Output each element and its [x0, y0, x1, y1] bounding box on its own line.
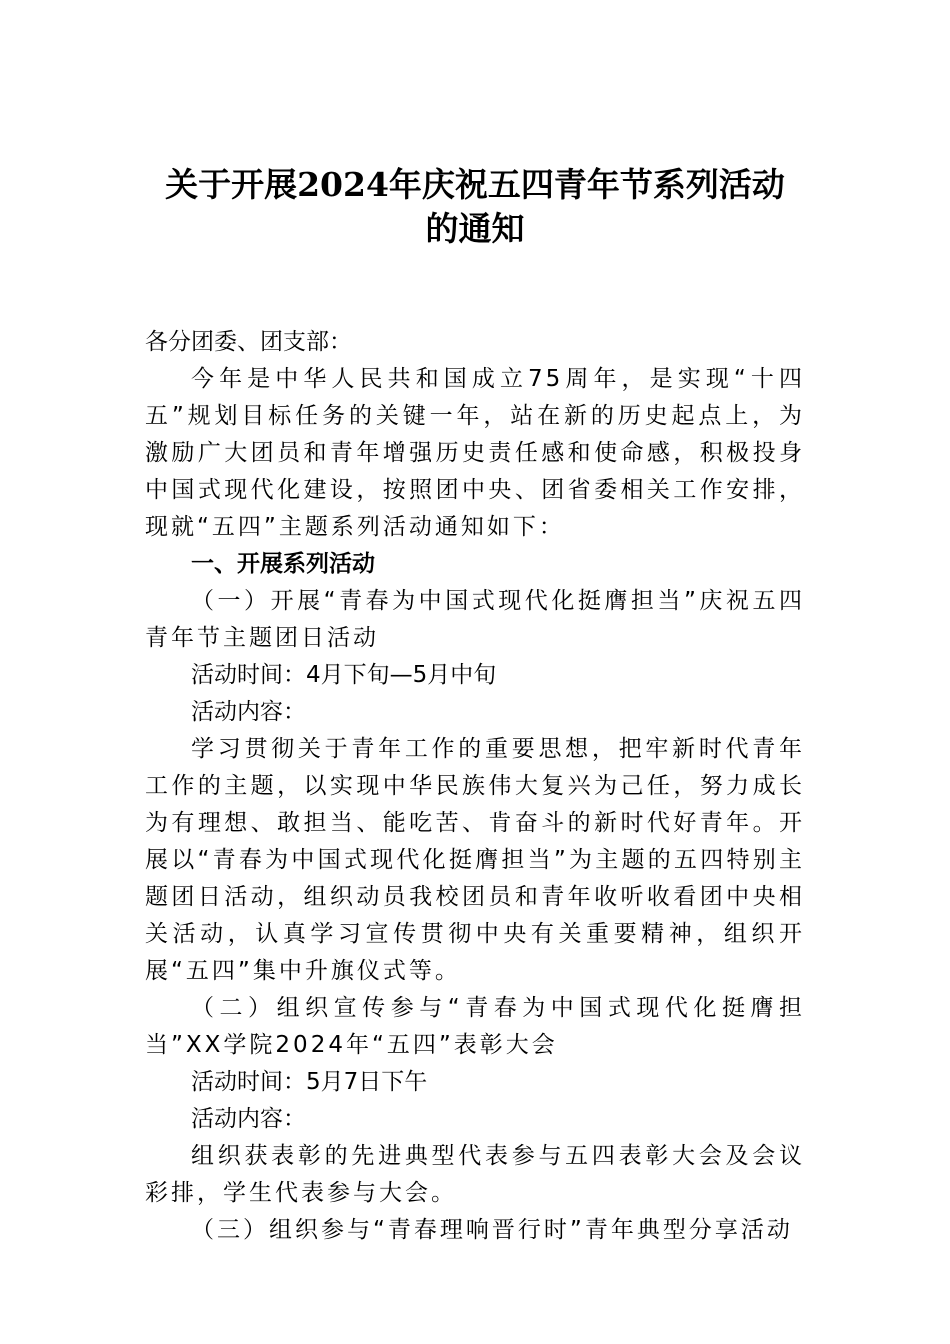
item-1-time: 活动时间：4月下旬—5月中旬	[191, 662, 497, 688]
item-2-heading: （二）组织宣传参与“青春为中国式现代化挺膺担当”XX学院2024年“五四”表彰大会	[145, 995, 805, 1058]
item-1-content: 学习贯彻关于青年工作的重要思想，把牢新时代青年工作的主题，以实现中华民族伟大复兴为己任，努力成长为有理想、敢担当、能吃苦、肯奋斗的新时代好青年。开展以“青春为中国式现代化挺膺担当”为主题的五四特别主题团日活动，组织动员我校团员和青年收听收看团中央相关活动，认真学习宣传贯彻中央有关重要精神，组织开展“五四”集中升旗仪式等。	[145, 736, 805, 984]
item-3-heading: （三）组织参与“青春理响晋行时”青年典型分享活动	[191, 1217, 793, 1243]
intro-paragraph: 今年是中华人民共和国成立75周年，是实现“十四五”规划目标任务的关键一年，站在新的历史起点上，为激励广大团员和青年增强历史责任感和使命感，积极投身中国式现代化建设，按照团中央、团省委相关工作安排，现就“五四”主题系列活动通知如下：	[145, 366, 805, 540]
document-body	[145, 324, 805, 1249]
item-2-content: 组织获表彰的先进典型代表参与五四表彰大会及会议彩排，学生代表参与大会。	[145, 1143, 805, 1206]
section-1-heading: 一、开展系列活动	[191, 551, 375, 577]
salutation: 各分团委、团支部：	[145, 329, 352, 355]
document-title-line-1: 关于开展2024年庆祝五四青年节系列活动	[165, 165, 785, 204]
item-2-time: 活动时间：5月7日下午	[191, 1069, 428, 1095]
document-title-line-2: 的通知	[425, 209, 525, 248]
item-1-content-label: 活动内容：	[191, 699, 306, 725]
item-2-content-label: 活动内容：	[191, 1106, 306, 1132]
item-1-heading: （一）开展“青春为中国式现代化挺膺担当”庆祝五四青年节主题团日活动	[145, 588, 805, 651]
